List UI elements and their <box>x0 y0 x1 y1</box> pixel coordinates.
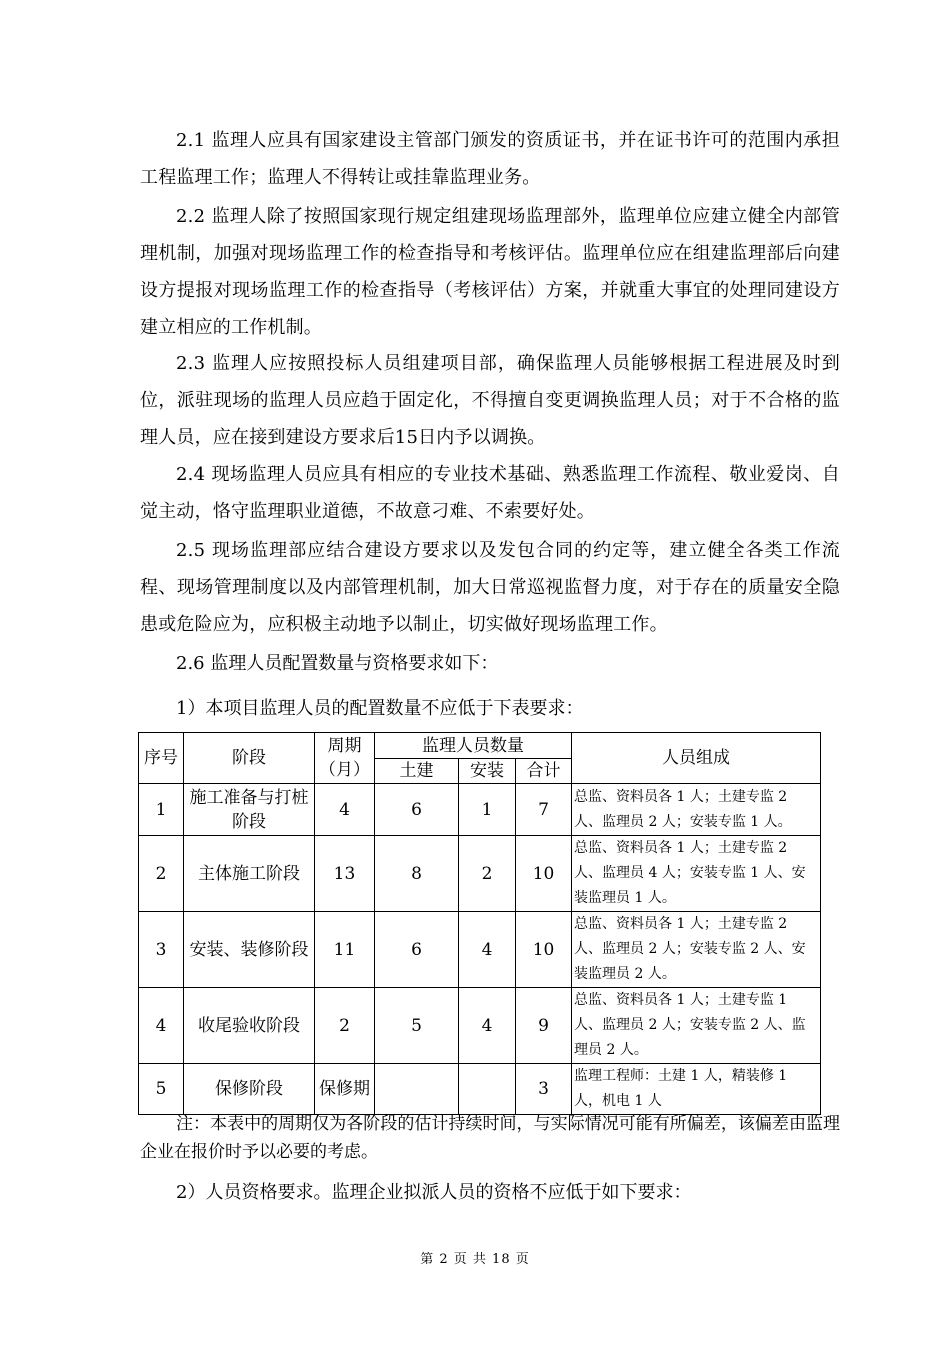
row-seq: 3 <box>139 912 184 988</box>
header-install: 安装 <box>459 759 516 784</box>
row-install <box>459 1064 516 1115</box>
row-civil: 8 <box>375 836 459 912</box>
row-seq: 5 <box>139 1064 184 1115</box>
paragraph-2-2: 2.2 监理人除了按照国家现行规定组建现场监理部外，监理单位应建立健全内部管理机制，加强对现场监理工作的检查指导和考核评估。监理单位应在组建监理部后向建设方提报对现场监理工作的检查指导（考核评估）方案，并就重大事宜的处理同建设方建立相应的工作机制。 <box>140 206 840 338</box>
paragraph-2-4: 2.4 现场监理人员应具有相应的专业技术基础、熟悉监理工作流程、敬业爱岗、自觉主动，恪守监理职业道德，不故意刁难、不索要好处。 <box>140 464 840 522</box>
header-stage: 阶段 <box>184 733 315 784</box>
row-stage: 主体施工阶段 <box>184 836 315 912</box>
row-seq: 1 <box>139 784 184 836</box>
row-seq: 4 <box>139 988 184 1064</box>
table-row <box>139 988 821 1064</box>
table-note: 注：本表中的周期仅为各阶段的估计持续时间，与实际情况可能有所偏差，该偏差由监理企业在报价时予以必要的考虑。 <box>140 1114 840 1162</box>
row-composition: 总监、资料员各 1 人；土建专监 1 人、监理员 2 人；安装专监 2 人、监理员 2 人。 <box>572 988 821 1064</box>
row-period: 保修期 <box>315 1064 375 1115</box>
qualification-line: 2）人员资格要求。监理企业拟派人员的资格不应低于如下要求： <box>176 1182 692 1203</box>
row-composition: 监理工程师：土建 1 人，精装修 1 人，机电 1 人 <box>572 1064 821 1115</box>
row-civil <box>375 1064 459 1115</box>
row-total: 10 <box>516 836 572 912</box>
row-install: 1 <box>459 784 516 836</box>
row-install: 4 <box>459 988 516 1064</box>
row-install: 2 <box>459 836 516 912</box>
header-staff-count: 监理人员数量 <box>375 733 572 759</box>
header-seq: 序号 <box>139 733 184 784</box>
header-total: 合计 <box>516 759 572 784</box>
row-install: 4 <box>459 912 516 988</box>
row-composition: 总监、资料员各 1 人；土建专监 2 人、监理员 2 人；安装专监 1 人。 <box>572 784 821 836</box>
header-composition: 人员组成 <box>572 733 821 784</box>
row-stage: 保修阶段 <box>184 1064 315 1115</box>
table-intro-line: 1）本项目监理人员的配置数量不应低于下表要求： <box>176 698 584 719</box>
row-total: 7 <box>516 784 572 836</box>
paragraph-2-5: 2.5 现场监理部应结合建设方要求以及发包合同的约定等，建立健全各类工作流程、现场管理制度以及内部管理机制，加大日常巡视监督力度，对于存在的质量安全隐患或危险应为，应积极主动地予以制止，切实做好现场监理工作。 <box>140 540 840 635</box>
row-stage: 收尾验收阶段 <box>184 988 315 1064</box>
row-total: 9 <box>516 988 572 1064</box>
table-header-row <box>139 733 821 759</box>
row-total: 3 <box>516 1064 572 1115</box>
row-total: 10 <box>516 912 572 988</box>
row-civil: 5 <box>375 988 459 1064</box>
row-stage: 施工准备与打桩阶段 <box>184 784 315 836</box>
row-civil: 6 <box>375 784 459 836</box>
row-period: 11 <box>315 912 375 988</box>
row-period: 2 <box>315 988 375 1064</box>
header-civil: 土建 <box>375 759 459 784</box>
row-stage: 安装、装修阶段 <box>184 912 315 988</box>
paragraph-2-3: 2.3 监理人应按照投标人员组建项目部，确保监理人员能够根据工程进展及时到位，派驻现场的监理人员应趋于固定化，不得擅自变更调换监理人员；对于不合格的监理人员，应在接到建设方要求后15日内予以调换。 <box>140 353 840 448</box>
row-civil: 6 <box>375 912 459 988</box>
paragraph-2-1: 2.1 监理人应具有国家建设主管部门颁发的资质证书，并在证书许可的范围内承担工程监理工作；监理人不得转让或挂靠监理业务。 <box>140 130 840 188</box>
row-period: 4 <box>315 784 375 836</box>
header-period: 周期（月） <box>315 733 375 784</box>
table-row <box>139 1064 821 1115</box>
staff-allocation-table <box>138 732 821 1115</box>
row-seq: 2 <box>139 836 184 912</box>
row-composition: 总监、资料员各 1 人；土建专监 2 人、监理员 4 人；安装专监 1 人、安装监理员 1 人。 <box>572 836 821 912</box>
table-row <box>139 912 821 988</box>
table-row <box>139 784 821 836</box>
row-composition: 总监、资料员各 1 人；土建专监 2 人、监理员 2 人；安装专监 2 人、安装监理员 2 人。 <box>572 912 821 988</box>
table-row <box>139 836 821 912</box>
paragraph-2-6: 2.6 监理人员配置数量与资格要求如下： <box>176 653 499 674</box>
page-footer: 第 2 页 共 18 页 <box>420 1252 530 1267</box>
row-period: 13 <box>315 836 375 912</box>
